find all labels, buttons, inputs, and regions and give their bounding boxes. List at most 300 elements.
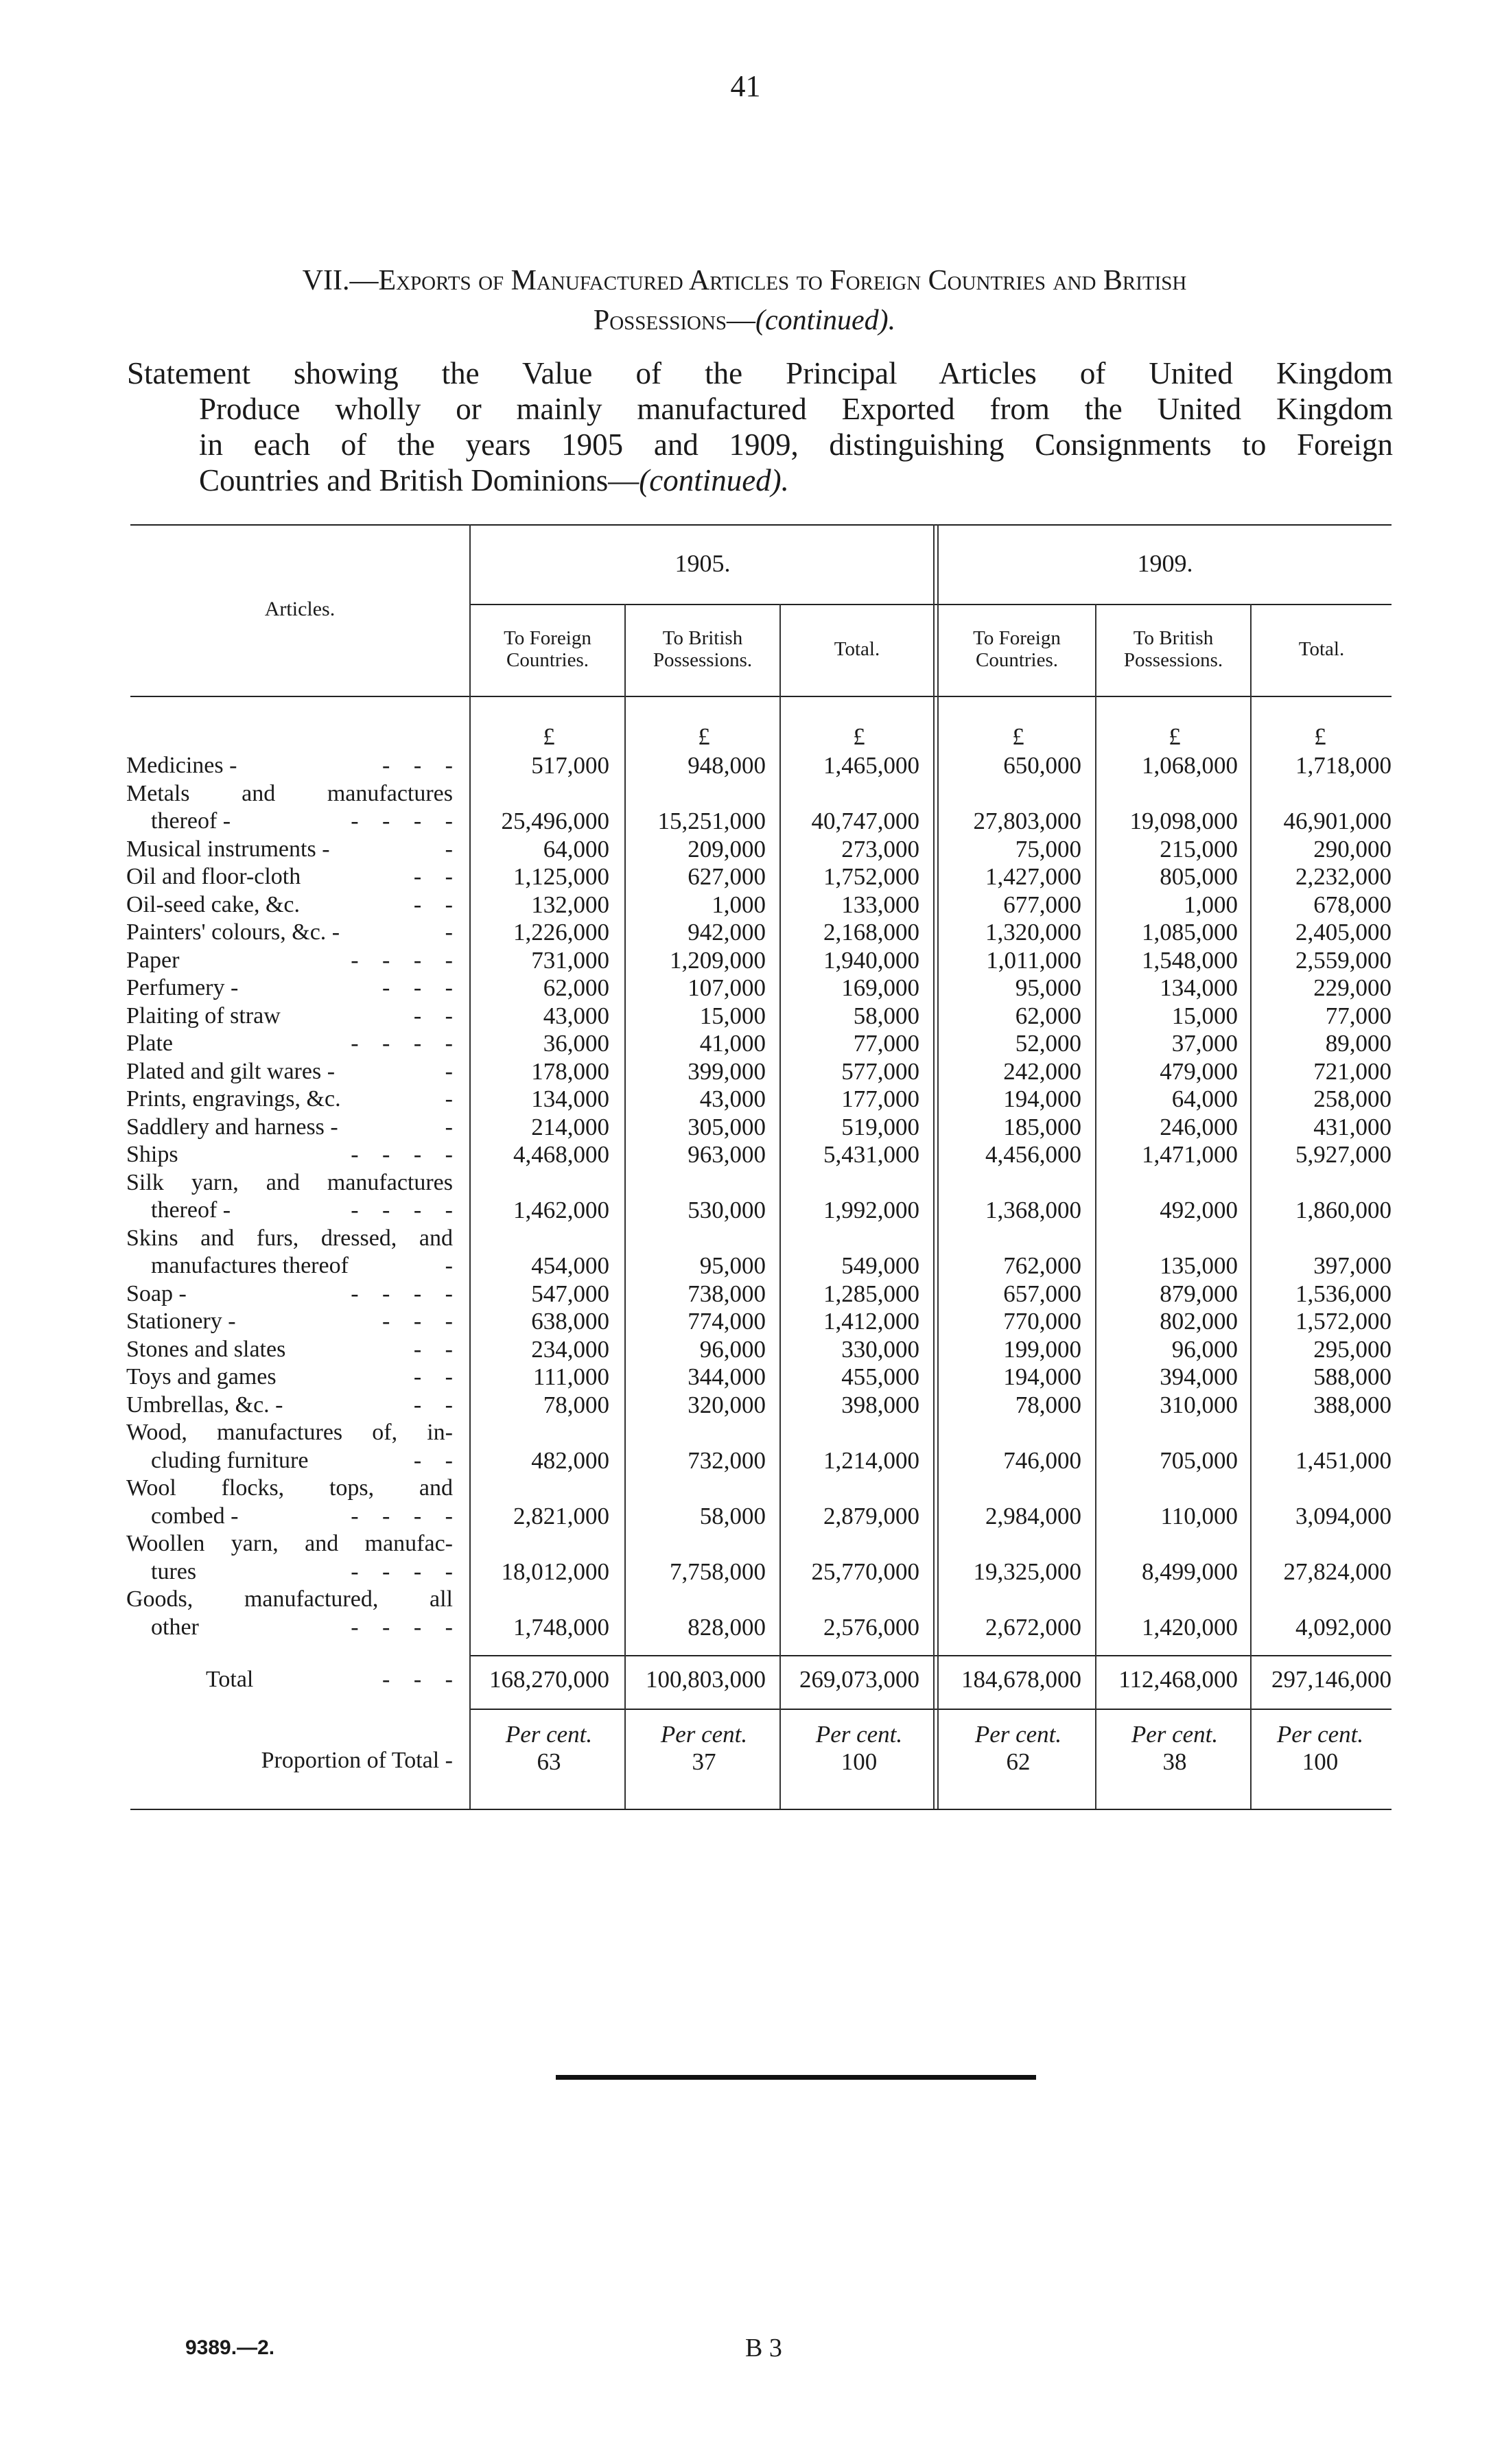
column-header-4-line-2: Countries. [975,649,1059,671]
proportion-cell: 100 [841,1748,878,1775]
title-line-2-text: Possessions— [593,305,756,336]
end-rule [556,2075,1036,2080]
table-cell: 310,000 [1160,1391,1238,1418]
table-cell: 963,000 [688,1141,766,1168]
table-cell: 96,000 [1171,1335,1238,1363]
leader-dashes: - - - - [351,1197,453,1223]
table-cell: 731,000 [531,946,609,974]
table-cell: 738,000 [688,1280,766,1307]
leader-dashes: - [445,1253,453,1278]
total-label-text: Total [206,1667,254,1692]
table-cell: 721,000 [1313,1057,1392,1085]
table-cell: 479,000 [1160,1057,1238,1085]
article-label-text: other [151,1614,199,1640]
table-cell: 1,412,000 [823,1308,919,1335]
table-cell: 27,803,000 [973,808,1081,834]
table-cell: 194,000 [1003,1363,1081,1390]
table-cell: 15,000 [699,1002,766,1029]
table-cell: 454,000 [531,1252,609,1279]
table-cell: 1,752,000 [823,863,919,890]
table-cell: 879,000 [1160,1280,1238,1307]
table-cell: 246,000 [1160,1113,1238,1140]
table-cell: 62,000 [1015,1002,1081,1029]
table-cell: 1,226,000 [513,919,609,946]
table-cell: 1,214,000 [823,1446,919,1474]
leader-dashes: - [445,1114,453,1140]
table-cell: 4,456,000 [985,1141,1081,1168]
leader-dashes: - - [413,1447,453,1473]
table-cell: 78,000 [1015,1391,1081,1418]
article-label-text: Stones and slates [126,1336,286,1362]
table-cell: 1,320,000 [985,919,1081,946]
table-cell: 1,465,000 [823,752,919,779]
article-label [126,974,453,1002]
article-label-text: combed - [151,1503,239,1529]
column-header-4 [939,627,1095,671]
table-cell: 1,572,000 [1295,1308,1392,1335]
table-cell: 549,000 [841,1252,919,1279]
leader-dashes: - - - - [351,1614,453,1640]
article-label [151,1197,453,1224]
currency-symbol: £ [853,723,865,750]
table-cell: 1,462,000 [513,1197,609,1223]
table-cell: 15,000 [1171,1002,1238,1029]
column-header-3 [781,638,933,660]
column-header-5-line-2: Possessions. [1123,649,1223,671]
table-cell: 19,098,000 [1129,808,1238,834]
table-cell: 96,000 [699,1335,766,1363]
table-cell: 89,000 [1325,1030,1392,1057]
article-label [126,1363,453,1391]
table-cell: 1,860,000 [1295,1197,1392,1223]
table-cell: 2,984,000 [985,1502,1081,1529]
table-cell: 492,000 [1160,1197,1238,1223]
article-label [126,1058,453,1086]
article-label-text: manufactures thereof [151,1253,349,1278]
table-cell: 1,536,000 [1295,1280,1392,1307]
leader-dashes: - [445,1086,453,1112]
table-cell: 52,000 [1015,1030,1081,1057]
total-cell: 168,270,000 [489,1666,609,1693]
article-label [126,1586,453,1613]
table-cell: 58,000 [699,1502,766,1529]
total-cell: 100,803,000 [646,1666,766,1693]
table-cell: 58,000 [853,1002,919,1029]
table-cell: 1,548,000 [1142,946,1238,974]
table-cell: 519,000 [841,1113,919,1140]
table-cell: 1,209,000 [670,946,766,974]
currency-symbol: £ [1169,723,1181,750]
table-bottom-rule [130,1809,1392,1810]
table-top-rule [130,524,1392,526]
column-header-1 [471,627,624,671]
table-cell: 132,000 [531,891,609,918]
leader-dashes: - - - - [351,808,453,834]
leader-dashes: - [445,919,453,945]
table-cell: 677,000 [1003,891,1081,918]
table-cell: 732,000 [688,1446,766,1474]
year-1905: 1905. [674,550,731,577]
per-cent-label: Per cent. [505,1721,593,1748]
table-cell: 27,824,000 [1283,1558,1392,1585]
per-cent-label: Per cent. [815,1721,903,1748]
article-label [126,1225,453,1252]
table-cell: 2,576,000 [823,1613,919,1641]
table-cell: 134,000 [1160,974,1238,1001]
table-cell: 64,000 [543,835,609,863]
table-cell: 1,368,000 [985,1197,1081,1223]
leader-dashes: - - [413,1392,453,1418]
article-label [126,1114,453,1141]
table-cell: 1,285,000 [823,1280,919,1307]
article-label [126,1280,453,1308]
proportion-cell: 37 [692,1748,716,1775]
table-cell: 234,000 [531,1335,609,1363]
table-cell: 18,012,000 [501,1558,609,1585]
table-cell: 43,000 [543,1002,609,1029]
table-cell: 15,251,000 [657,808,766,834]
article-label-text: Plate [126,1031,173,1056]
article-label-text: thereof - [151,1197,231,1223]
table-cell: 1,085,000 [1142,919,1238,946]
table-cell: 75,000 [1015,835,1081,863]
column-header-1-line-1: To Foreign [504,627,591,649]
article-label-text: Painters' colours, &c. - [126,919,340,945]
article-label [126,1308,453,1335]
table-cell: 1,068,000 [1142,752,1238,779]
table-cell: 273,000 [841,835,919,863]
article-label-text: Silk yarn, and manufactures [126,1169,453,1195]
per-cent-label: Per cent. [1131,1721,1219,1748]
article-label-text: Metals and manufactures [126,780,453,806]
article-label-text: Toys and games [126,1364,277,1389]
table-cell: 828,000 [688,1613,766,1641]
table-cell: 133,000 [841,891,919,918]
table-cell: 41,000 [699,1030,766,1057]
statement-line-4 [127,462,1393,498]
table-cell: 295,000 [1313,1335,1392,1363]
proportion-cell: 62 [1006,1748,1031,1775]
article-label [126,752,453,779]
column-header-5 [1096,627,1250,671]
table-cell: 1,000 [1184,891,1238,918]
article-label-text: Umbrellas, &c. - [126,1392,283,1418]
article-label [126,1530,453,1558]
signature-mark: B 3 [745,2334,782,2362]
article-label-text: Saddlery and harness - [126,1114,338,1140]
proportion-cell: 38 [1162,1748,1187,1775]
table-cell: 2,879,000 [823,1502,919,1529]
article-label [126,1030,453,1057]
table-cell: 1,011,000 [986,946,1081,974]
article-label [151,1503,453,1530]
article-label [151,1252,453,1280]
total-cell: 184,678,000 [961,1666,1081,1693]
year-subheader-rule [471,604,1392,605]
table-cell: 746,000 [1003,1446,1081,1474]
total-cell: 297,146,000 [1271,1666,1392,1693]
article-label-text: cluding furniture [151,1447,309,1473]
statement-continued: (continued). [639,463,789,497]
table-cell: 1,471,000 [1142,1141,1238,1168]
article-label [126,863,453,891]
table-cell: 517,000 [531,752,609,779]
table-cell: 107,000 [688,974,766,1001]
leader-dashes: - [445,1058,453,1084]
article-label [126,836,453,863]
leader-dashes: - - - [382,753,453,778]
table-cell: 2,405,000 [1295,919,1392,946]
leader-dashes: - - - - [351,947,453,973]
title-line-2 [124,301,1365,340]
column-header-1-line-2: Countries. [506,649,589,671]
table-cell: 62,000 [543,974,609,1001]
column-header-4-line-1: To Foreign [973,627,1061,649]
table-cell: 588,000 [1313,1363,1392,1390]
table-cell: 678,000 [1313,891,1392,918]
article-label-text: Plated and gilt wares - [126,1058,336,1084]
leader-dashes: - - - - [351,1280,453,1306]
article-label [126,1086,453,1113]
article-label-text: Woollen yarn, and manufac- [126,1531,453,1556]
table-cell: 95,000 [1015,974,1081,1001]
article-label [126,919,453,946]
table-cell: 1,992,000 [823,1197,919,1223]
article-label-text: Plaiting of straw [126,1002,281,1029]
table-cell: 19,325,000 [973,1558,1081,1585]
table-cell: 330,000 [841,1335,919,1363]
article-label-text: Oil-seed cake, &c. [126,891,300,917]
column-header-2 [626,627,779,671]
leader-dashes: - - [413,891,453,917]
leader-dashes: - - [413,1002,453,1029]
article-label [151,808,453,835]
table-cell: 2,168,000 [823,919,919,946]
table-cell: 7,758,000 [670,1558,766,1585]
table-cell: 577,000 [841,1057,919,1085]
table-cell: 111,000 [532,1363,609,1390]
table-cell: 547,000 [531,1280,609,1307]
table-cell: 1,718,000 [1295,752,1392,779]
table-cell: 2,672,000 [985,1613,1081,1641]
currency-symbol: £ [1012,723,1024,750]
table-cell: 229,000 [1313,974,1392,1001]
table-cell: 1,000 [712,891,766,918]
table-cell: 762,000 [1003,1252,1081,1279]
table-cell: 95,000 [699,1252,766,1279]
table-cell: 199,000 [1003,1335,1081,1363]
table-cell: 431,000 [1313,1113,1392,1140]
page-title [124,261,1365,340]
table-cell: 40,747,000 [811,808,919,834]
article-label-text: Wool flocks, tops, and [126,1475,453,1501]
total-bottom-rule [471,1709,1392,1710]
leader-dashes: - - - - [351,1558,453,1584]
leader-dashes: - - [413,1336,453,1362]
leader-dashes: - - [413,1364,453,1389]
article-label-text: Perfumery - [126,975,239,1000]
article-label [126,780,453,808]
table-cell: 43,000 [699,1086,766,1112]
title-line-1: VII.—Exports of Manufactured Articles to Foreign Countries and British [302,265,1187,296]
table-cell: 110,000 [1160,1502,1238,1529]
table-cell: 177,000 [841,1086,919,1112]
article-label [126,947,453,974]
table-cell: 2,232,000 [1295,863,1392,890]
page-number: 41 [730,69,761,103]
leader-dashes: - - - - [351,1031,453,1056]
table-cell: 25,770,000 [811,1558,919,1585]
article-label [126,1141,453,1169]
statement-line-3: in each of the years 1905 and 1909, distinguishing Consignments to Foreign [199,427,1393,462]
table-cell: 398,000 [841,1391,919,1418]
table-cell: 290,000 [1313,835,1392,863]
currency-symbol: £ [543,723,555,750]
article-label-text: Musical instruments - [126,836,330,862]
table-cell: 1,420,000 [1142,1613,1238,1641]
table-cell: 530,000 [688,1197,766,1223]
table-cell: 1,125,000 [513,863,609,890]
table-cell: 242,000 [1003,1057,1081,1085]
article-label-text: Skins and furs, dressed, and [126,1225,453,1251]
column-header-2-line-2: Possessions. [653,649,753,671]
article-label-text: Stationery - [126,1309,236,1334]
table-cell: 399,000 [688,1057,766,1085]
leader-dashes: - - [413,864,453,889]
article-label [126,891,453,919]
article-label [126,1336,453,1363]
article-label-text: Medicines - [126,753,237,778]
table-cell: 1,451,000 [1295,1446,1392,1474]
article-label [151,1614,453,1641]
table-cell: 627,000 [688,863,766,890]
table-cell: 37,000 [1171,1030,1238,1057]
column-header-6-line-1: Total. [1298,638,1345,660]
table-cell: 64,000 [1171,1086,1238,1112]
table-cell: 194,000 [1003,1086,1081,1112]
statement-paragraph [127,355,1393,498]
table-cell: 657,000 [1003,1280,1081,1307]
article-label-text: thereof - [151,808,231,834]
table-cell: 942,000 [688,919,766,946]
table-cell: 305,000 [688,1113,766,1140]
article-label [151,1447,453,1475]
column-header-2-line-1: To British [662,627,743,649]
table-cell: 320,000 [688,1391,766,1418]
table-cell: 77,000 [853,1030,919,1057]
table-cell: 705,000 [1160,1446,1238,1474]
table-cell: 169,000 [841,974,919,1001]
table-cell: 948,000 [688,752,766,779]
table-cell: 214,000 [531,1113,609,1140]
table-cell: 638,000 [531,1308,609,1335]
article-label [126,1392,453,1419]
article-label [126,1169,453,1197]
table-cell: 3,094,000 [1295,1502,1392,1529]
column-header-6 [1252,638,1392,660]
proportion-cell: 100 [1302,1748,1339,1775]
year-1909: 1909. [1137,550,1193,577]
leader-dashes: - - - [382,975,453,1000]
table-cell: 215,000 [1160,835,1238,863]
leader-dashes: - [445,836,453,862]
print-reference: 9389.—2. [185,2336,275,2359]
article-label-text: Soap - [126,1280,187,1306]
statement-line-2: Produce wholly or mainly manufactured Exported from the United Kingdom [199,392,1393,426]
table-cell: 4,468,000 [513,1141,609,1168]
title-continued: (continued). [755,305,896,336]
currency-symbol: £ [1314,723,1326,750]
table-cell: 455,000 [841,1363,919,1390]
table-cell: 344,000 [688,1363,766,1390]
per-cent-label: Per cent. [1276,1721,1364,1748]
leader-dashes: - - - - [351,1503,453,1529]
currency-symbol: £ [698,723,710,750]
table-cell: 394,000 [1160,1363,1238,1390]
table-cell: 2,821,000 [513,1502,609,1529]
article-label-text: tures [151,1558,197,1584]
total-top-rule [471,1655,1392,1656]
table-cell: 77,000 [1325,1002,1392,1029]
table-cell: 1,940,000 [823,946,919,974]
article-label-text: Prints, engravings, &c. [126,1086,341,1112]
table-cell: 135,000 [1160,1252,1238,1279]
total-cell: 112,468,000 [1118,1666,1238,1693]
table-cell: 185,000 [1003,1113,1081,1140]
article-label [126,1419,453,1446]
per-cent-label: Per cent. [660,1721,748,1748]
table-cell: 178,000 [531,1057,609,1085]
article-label [126,1475,453,1502]
article-label-text: Paper [126,947,180,973]
table-cell: 209,000 [688,835,766,863]
article-label-text: Ships [126,1142,178,1167]
table-cell: 36,000 [543,1030,609,1057]
articles-header: Articles. [264,598,336,620]
total-label [206,1666,453,1693]
table-cell: 258,000 [1313,1086,1392,1112]
article-label-text: Oil and floor-cloth [126,864,301,889]
article-label [151,1558,453,1586]
table-cell: 482,000 [531,1446,609,1474]
table-cell: 805,000 [1160,863,1238,890]
article-label [126,1002,453,1030]
leader-dashes: - - - - [351,1142,453,1167]
table-cell: 8,499,000 [1142,1558,1238,1585]
leader-dashes: - - - [382,1667,453,1692]
table-cell: 1,427,000 [985,863,1081,890]
table-cell: 78,000 [543,1391,609,1418]
table-cell: 770,000 [1003,1308,1081,1335]
statement-line-1: Statement showing the Value of the Principal Articles of United Kingdom [127,356,1393,390]
column-header-3-line-1: Total. [834,638,880,660]
table-cell: 397,000 [1313,1252,1392,1279]
total-cell: 269,073,000 [799,1666,919,1693]
table-cell: 774,000 [688,1308,766,1335]
table-cell: 25,496,000 [501,808,609,834]
table-cell: 5,431,000 [823,1141,919,1168]
table-cell: 134,000 [531,1086,609,1112]
table-cell: 4,092,000 [1295,1613,1392,1641]
table-cell: 46,901,000 [1283,808,1392,834]
column-header-5-line-1: To British [1133,627,1214,649]
proportion-cell: 63 [537,1748,561,1775]
table-cell: 388,000 [1313,1391,1392,1418]
header-bottom-rule [130,696,1392,697]
per-cent-label: Per cent. [974,1721,1062,1748]
article-label-text: Goods, manufactured, all [126,1586,453,1612]
leader-dashes: - - - [382,1309,453,1334]
